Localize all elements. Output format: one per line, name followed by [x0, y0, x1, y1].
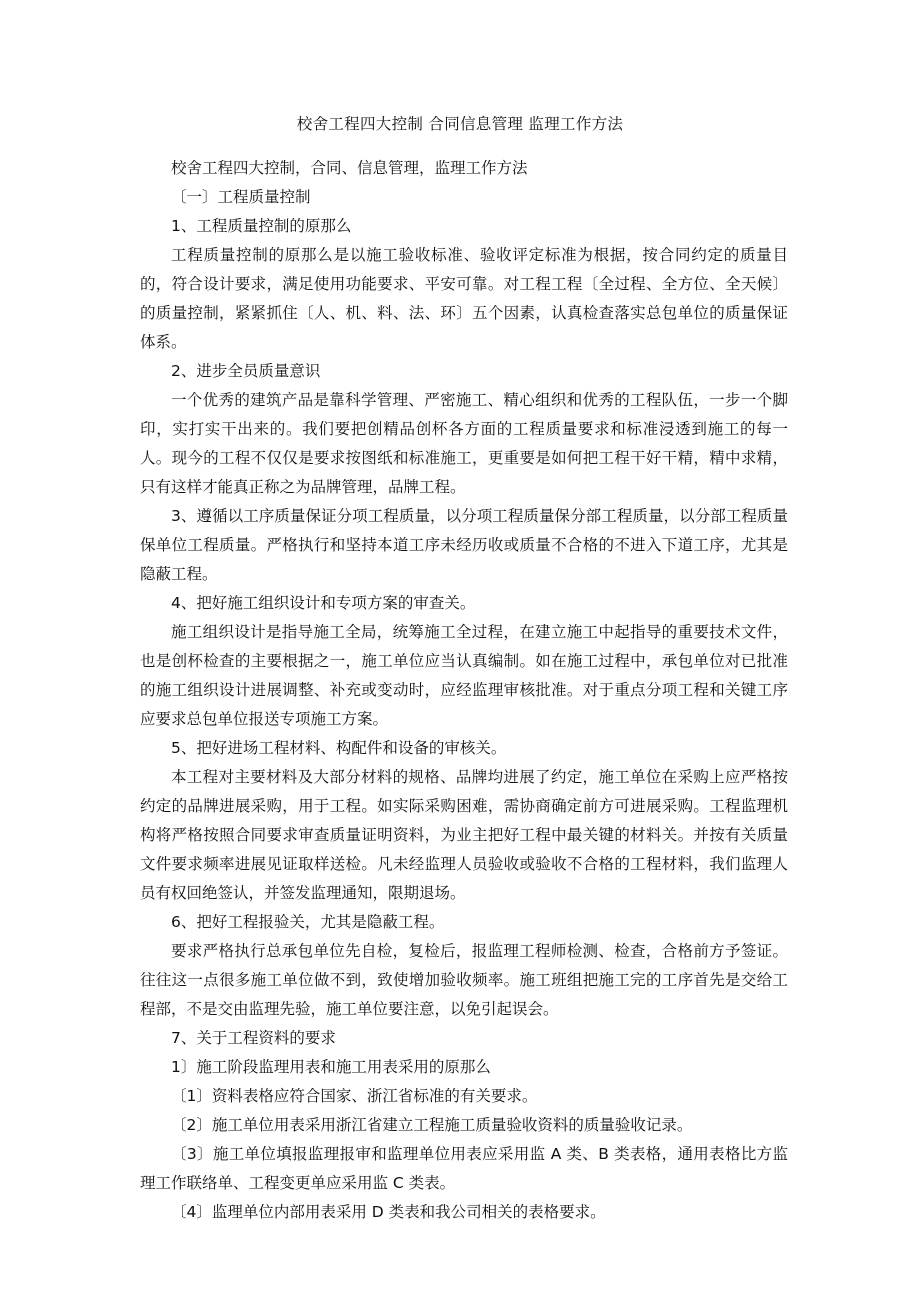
subheading: 7、关于工程资料的要求: [171, 1029, 336, 1047]
intro-paragraph: 校舍工程四大控制，合同、信息管理，监理工作方法: [171, 159, 528, 177]
list-item: 1〕施工阶段监理用表和施工用表采用的原那么: [171, 1058, 491, 1076]
subheading: 4、把好施工组织设计和专项方案的审查关。: [171, 594, 476, 612]
document-title: 校舍工程四大控制 合同信息管理 监理工作方法: [296, 115, 624, 133]
subheading: 5、把好进场工程材料、构配件和设备的审核关。: [171, 739, 507, 757]
paragraph: 要求严格执行总承包单位先自检，复检后，报监理工程师检测、检查，合格前方予签证。往往这一点很多施工单位做不到，致使增加验收频率。施工班组把施工完的工序首先是交给工程部，不是交由监理先验，施工单位要注意，以免引起误会。: [140, 942, 788, 1018]
subheading: 1、工程质量控制的原那么: [171, 217, 352, 235]
list-item: 〔1〕资料表格应符合国家、浙江省标准的有关要求。: [171, 1087, 538, 1105]
list-item: 〔4〕监理单位内部用表采用 D 类表和我公司相关的表格要求。: [171, 1203, 606, 1221]
list-item: 〔2〕施工单位用表采用浙江省建立工程施工质量验收资料的质量验收记录。: [171, 1116, 693, 1134]
paragraph: 3、遵循以工序质量保证分项工程质量，以分项工程质量保分部工程质量，以分部工程质量保单位工程质量。严格执行和坚持本道工序未经历收或质量不合格的不进入下道工序，尤其是隐蔽工程。: [140, 507, 788, 583]
paragraph: 施工组织设计是指导施工全局，统筹施工全过程，在建立施工中起指导的重要技术文件，也是创杯检查的主要根据之一，施工单位应当认真编制。如在施工过程中，承包单位对已批准的施工组织设计进展调整、补充或变动时，应经监理审核批准。对于重点分项工程和关键工序应要求总包单位报送专项施工方案。: [140, 623, 788, 728]
paragraph: 一个优秀的建筑产品是靠科学管理、严密施工、精心组织和优秀的工程队伍，一步一个脚印，实打实干出来的。我们要把创精品创杯各方面的工程质量要求和标准浸透到施工的每一人。现今的工程不仅仅是要求按图纸和标准施工，更重要是如何把工程干好干精，精中求精，只有这样才能真正称之为品牌管理，品牌工程。: [140, 391, 788, 496]
document-body: [140, 154, 788, 1227]
subheading: 2、进步全员质量意识: [171, 362, 321, 380]
paragraph: 本工程对主要材料及大部分材料的规格、品牌均进展了约定，施工单位在采购上应严格按约定的品牌进展采购，用于工程。如实际采购困难，需协商确定前方可进展采购。工程监理机构将严格按照合同要求审查质量证明资料，为业主把好工程中最关键的材料关。并按有关质量文件要求频率进展见证取样送检。凡未经监理人员验收或验收不合格的工程材料，我们监理人员有权回绝签认，并签发监理通知，限期退场。: [140, 768, 788, 902]
subheading: 6、把好工程报验关，尤其是隐蔽工程。: [171, 913, 445, 931]
list-item: 〔3〕施工单位填报监理报审和监理单位用表应采用监 A 类、B 类表格，通用表格比方监理工作联络单、工程变更单应采用监 C 类表。: [140, 1145, 788, 1192]
paragraph: 工程质量控制的原那么是以施工验收标准、验收评定标准为根据，按合同约定的质量目的，符合设计要求，满足使用功能要求、平安可靠。对工程工程〔全过程、全方位、全天候〕的质量控制，紧紧抓住〔人、机、料、法、环〕五个因素，认真检查落实总包单位的质量保证体系。: [140, 246, 788, 351]
section-heading: 〔一〕工程质量控制: [171, 188, 311, 206]
